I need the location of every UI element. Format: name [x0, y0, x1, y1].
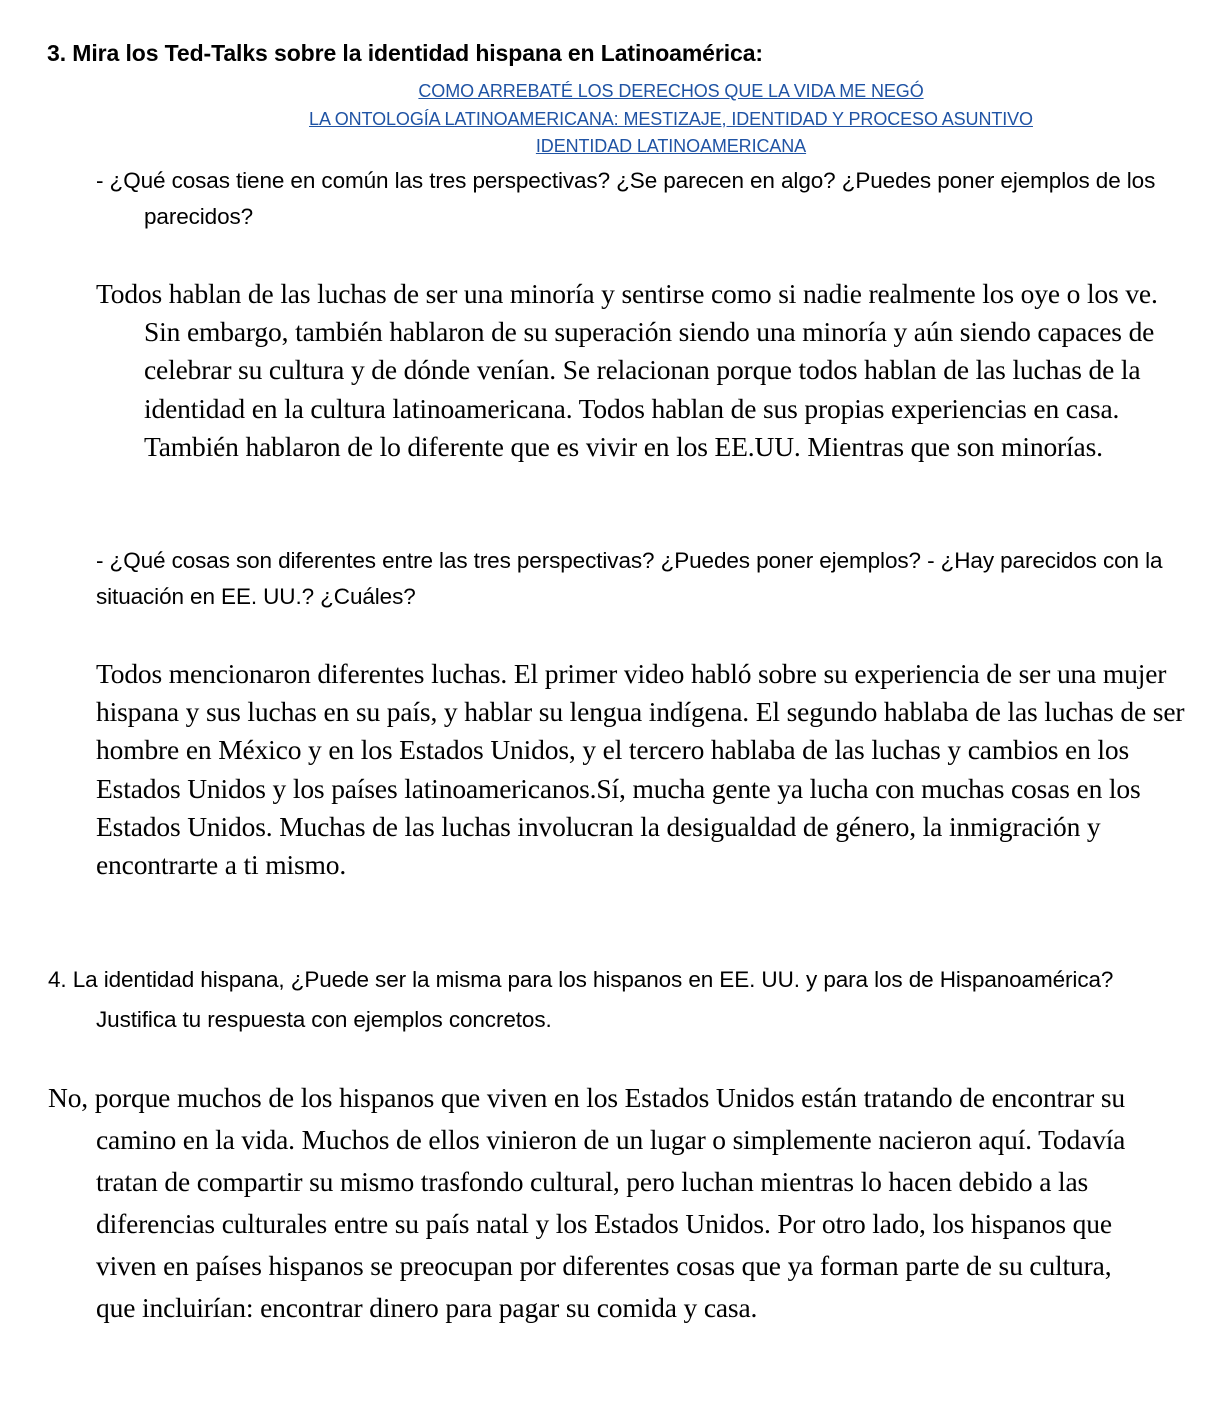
answer-1-text: Todos hablan de las luchas de ser una minoría y sentirse como si nadie realmente los oye o los ve. Sin embargo, también hablaron de su superación siendo una minoría y aún siendo capaces de celebrar su cultura y de dónde venían. Se relacionan porque todos hablan de las luchas de la identidad en la cultura latinoamericana. Todos hablan de sus propias experiencias en casa. También hablaron de lo diferente que es vivir en los EE.UU. Mientras que son minorías. [96, 278, 1158, 462]
question-different-perspectives [96, 543, 1186, 615]
ted-talk-link-1[interactable]: COMO ARREBATÉ LOS DERECHOS QUE LA VIDA ME NEGÓ [418, 81, 924, 101]
answer-4-text: No, porque muchos de los hispanos que viven en los Estados Unidos están tratando de encontrar su camino en la vida. Muchos de ellos vinieron de un lugar o simplemente nacieron aquí. Todavía tratan de compartir su mismo trasfondo cultural, pero luchan mientras lo hacen debido a las diferencias culturales entre su país natal y los Estados Unidos. Por otro lado, los hispanos que viven en países hispanos se preocupan por diferentes cosas que ya forman parte de su cultura, que incluirían: encontrar dinero para pagar su comida y casa. [48, 1082, 1126, 1323]
answer-different-perspectives [96, 655, 1186, 884]
question-hispanic-identity [48, 960, 1148, 1040]
question-common-perspectives [96, 163, 1186, 235]
question-1-text: - ¿Qué cosas tiene en común las tres perspectivas? ¿Se parecen en algo? ¿Puedes poner ejemplos de los parecidos? [96, 168, 1156, 229]
answer-2-text: Todos mencionaron diferentes luchas. El primer video habló sobre su experiencia de ser una mujer hispana y sus luchas en su país, y hablar su lengua indígena. El segundo hablaba de las luchas de ser hombre en México y en los Estados Unidos, y el tercero hablaba de las luchas y cambios en los Estados Unidos y los países latinoamericanos.Sí, mucha gente ya lucha con muchas cosas en los Estados Unidos. Muchas de las luchas involucran la desigualdad de género, la inmigración y encontrarte a ti mismo. [96, 658, 1185, 881]
answer-hispanic-identity [48, 1077, 1148, 1329]
question-2-text: - ¿Qué cosas son diferentes entre las tres perspectivas? ¿Puedes poner ejemplos? - ¿Hay parecidos con la situación en EE. UU.? ¿Cuáles? [96, 548, 1163, 609]
ted-talk-link-3[interactable]: IDENTIDAD LATINOAMERICANA [535, 136, 807, 156]
ted-talk-link-2[interactable]: LA ONTOLOGÍA LATINOAMERICANA: MESTIZAJE, IDENTIDAD Y PROCESO ASUNTIVO [309, 108, 1033, 129]
question-4-text: 4. La identidad hispana, ¿Puede ser la misma para los hispanos en EE. UU. y para los de Hispanoamérica? Justifica tu respuesta con ejemplos concretos. [48, 967, 1114, 1032]
answer-common-perspectives [96, 275, 1196, 466]
ted-talk-links [0, 78, 1206, 161]
section-3-heading: 3. Mira los Ted-Talks sobre la identidad hispana en Latinoamérica: [47, 40, 763, 66]
